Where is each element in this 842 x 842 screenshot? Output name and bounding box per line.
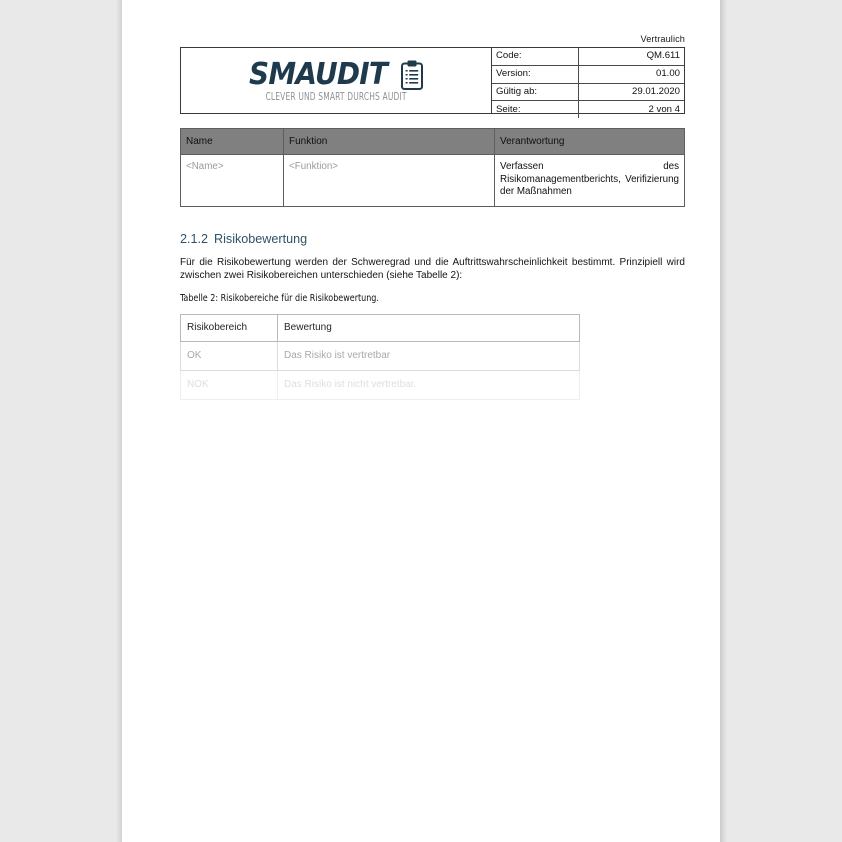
page-shadow-right <box>720 0 727 842</box>
table-row <box>181 341 580 370</box>
cell-risk-area-nok: NOK <box>181 370 278 399</box>
logo-tagline: CLEVER UND SMART DURCHS AUDIT <box>265 92 407 103</box>
table-header-row <box>181 314 580 341</box>
section-heading <box>180 231 685 247</box>
clipboard-icon <box>401 60 423 90</box>
logo <box>249 57 423 92</box>
meta-value-version: 01.00 <box>579 65 685 83</box>
cell-funktion: <Funktion> <box>284 155 495 207</box>
table-row <box>181 155 685 207</box>
meta-value-page: 2 von 4 <box>579 101 685 118</box>
cell-name: <Name> <box>181 155 284 207</box>
document-page <box>122 0 720 842</box>
table-caption: Tabelle 2: Risikobereiche für die Risikobewertung. <box>180 292 379 304</box>
confidential-label: Vertraulich <box>640 34 685 44</box>
meta-label-code: Code: <box>492 48 579 65</box>
section-paragraph: Für die Risikobewertung werden der Schweregrad und die Auftrittswahrscheinlichkeit bestimmt. Prinzipiell wird zwischen zwei Risikobereichen unterschieden (siehe Tabelle 2): <box>180 256 685 281</box>
roles-table <box>180 128 685 207</box>
cell-risk-area-ok: OK <box>181 341 278 370</box>
table-row <box>492 65 684 83</box>
cell-risk-rating-ok: Das Risiko ist vertretbar <box>278 341 580 370</box>
risk-areas-table <box>180 314 580 400</box>
column-header-funktion: Funktion <box>284 129 495 155</box>
cell-risk-rating-nok: Das Risiko ist nicht vertretbar. <box>278 370 580 399</box>
table-row <box>492 48 684 65</box>
column-header-verantwortung: Verantwortung <box>495 129 685 155</box>
meta-label-version: Version: <box>492 65 579 83</box>
meta-value-valid-from: 29.01.2020 <box>579 83 685 101</box>
column-header-bewertung: Bewertung <box>278 314 580 341</box>
table-row <box>492 101 684 118</box>
table-header-row <box>181 129 685 155</box>
document-header <box>180 47 685 114</box>
cell-verantwortung: Verfassen des Risikomanagementberichts, Verifizierung der Maßnahmen <box>495 155 685 207</box>
column-header-name: Name <box>181 129 284 155</box>
table-row <box>492 83 684 101</box>
meta-label-valid-from: Gültig ab: <box>492 83 579 101</box>
section-title: Risikobewertung <box>214 231 308 246</box>
logo-wordmark: SMAUDIT <box>249 57 388 92</box>
column-header-risikobereich: Risikobereich <box>181 314 278 341</box>
meta-label-page: Seite: <box>492 101 579 118</box>
meta-value-code: QM.611 <box>579 48 685 65</box>
page-content <box>180 33 685 400</box>
header-metadata-table <box>492 48 684 118</box>
section-number: 2.1.2 <box>180 231 209 246</box>
table-row <box>181 370 580 399</box>
logo-cell <box>181 48 492 113</box>
